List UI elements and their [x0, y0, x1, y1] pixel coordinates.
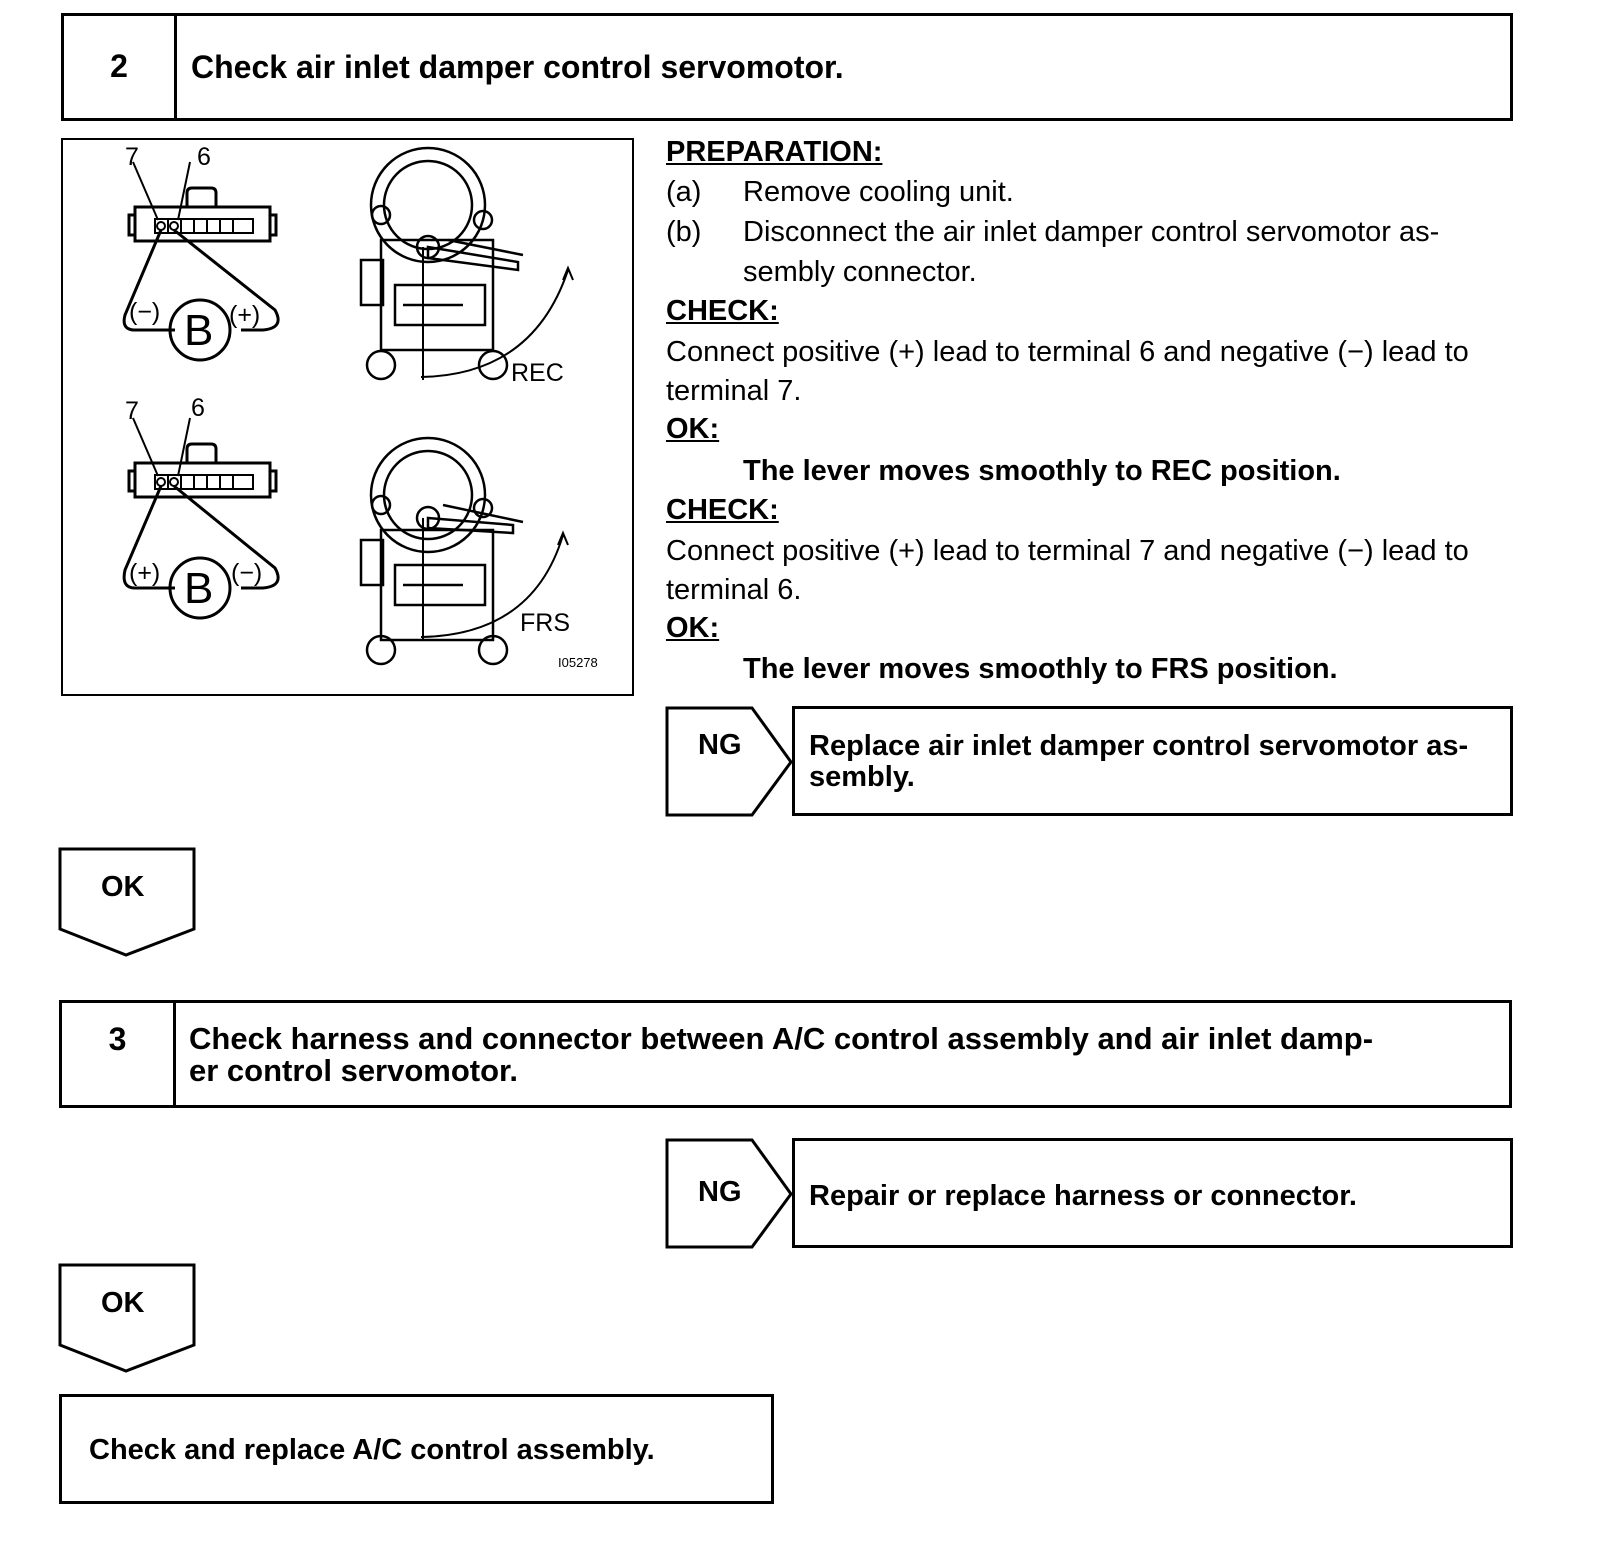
frs-label: FRS	[520, 609, 570, 637]
servomotor-figure	[61, 138, 634, 696]
preparation-heading: PREPARATION:	[666, 136, 883, 168]
terminal-7-label-top: 7	[125, 143, 139, 171]
terminal-7-label-bottom: 7	[125, 397, 139, 425]
ng-label-2: NG	[698, 1176, 742, 1208]
minus-label-top: (−)	[129, 298, 161, 326]
final-action-box	[59, 1394, 774, 1504]
ng-label-1: NG	[698, 729, 742, 761]
check1-heading: CHECK:	[666, 295, 779, 327]
ng-result-1-line2: sembly.	[809, 761, 915, 793]
terminal-6-label-bottom: 6	[191, 394, 205, 422]
step-title-line2: er control servomotor.	[189, 1053, 519, 1088]
check2-line2: terminal 6.	[666, 574, 802, 606]
ng-result-1-line1: Replace air inlet damper control servomotor as-	[809, 730, 1469, 762]
ok1-heading: OK:	[666, 413, 720, 445]
ng-arrow-1	[665, 706, 795, 818]
ng-result-1	[792, 706, 1513, 816]
plus-label-bottom: (+)	[129, 559, 161, 587]
step-2-header	[61, 13, 1513, 121]
prep-b-line1: Disconnect the air inlet damper control servomotor as-	[743, 216, 1440, 248]
battery-label-top: B	[184, 306, 214, 355]
step-divider	[173, 1003, 176, 1105]
rec-label: REC	[511, 359, 564, 387]
check2-line1: Connect positive (+) lead to terminal 7 and negative (−) lead to	[666, 535, 1469, 567]
battery-label-bottom: B	[184, 564, 214, 613]
ok1-text: The lever moves smoothly to REC position.	[743, 455, 1341, 487]
plus-label-top: (+)	[229, 301, 261, 329]
prep-b-marker: (b)	[666, 216, 702, 248]
check2-heading: CHECK:	[666, 494, 779, 526]
prep-a-text: Remove cooling unit.	[743, 176, 1014, 208]
step-3-header	[59, 1000, 1512, 1108]
check1-line2: terminal 7.	[666, 375, 802, 407]
servomotor-rec-icon	[361, 148, 573, 380]
ng-result-2	[792, 1138, 1513, 1248]
ng-result-2-text: Repair or replace harness or connector.	[809, 1180, 1357, 1212]
step-title: Check air inlet damper control servomotor.	[191, 49, 844, 85]
step-title-line1: Check harness and connector between A/C control assembly and air inlet damp-	[189, 1021, 1374, 1056]
ok-label-2: OK	[101, 1287, 145, 1319]
terminal-6-label-top: 6	[197, 143, 211, 171]
step-divider	[174, 16, 177, 118]
step-number: 3	[108, 1021, 127, 1057]
final-action-text: Check and replace A/C control assembly.	[89, 1434, 655, 1466]
prep-a-marker: (a)	[666, 176, 702, 208]
prep-b-line2: sembly connector.	[743, 256, 977, 288]
step-number: 2	[110, 48, 128, 84]
check1-line1: Connect positive (+) lead to terminal 6 and negative (−) lead to	[666, 336, 1469, 368]
ok2-text: The lever moves smoothly to FRS position.	[743, 653, 1338, 685]
ok-label-1: OK	[101, 871, 145, 903]
minus-label-bottom: (−)	[231, 559, 263, 587]
figure-id: I05278	[558, 655, 598, 670]
ok2-heading: OK:	[666, 612, 720, 644]
servomotor-illustration	[63, 140, 632, 694]
